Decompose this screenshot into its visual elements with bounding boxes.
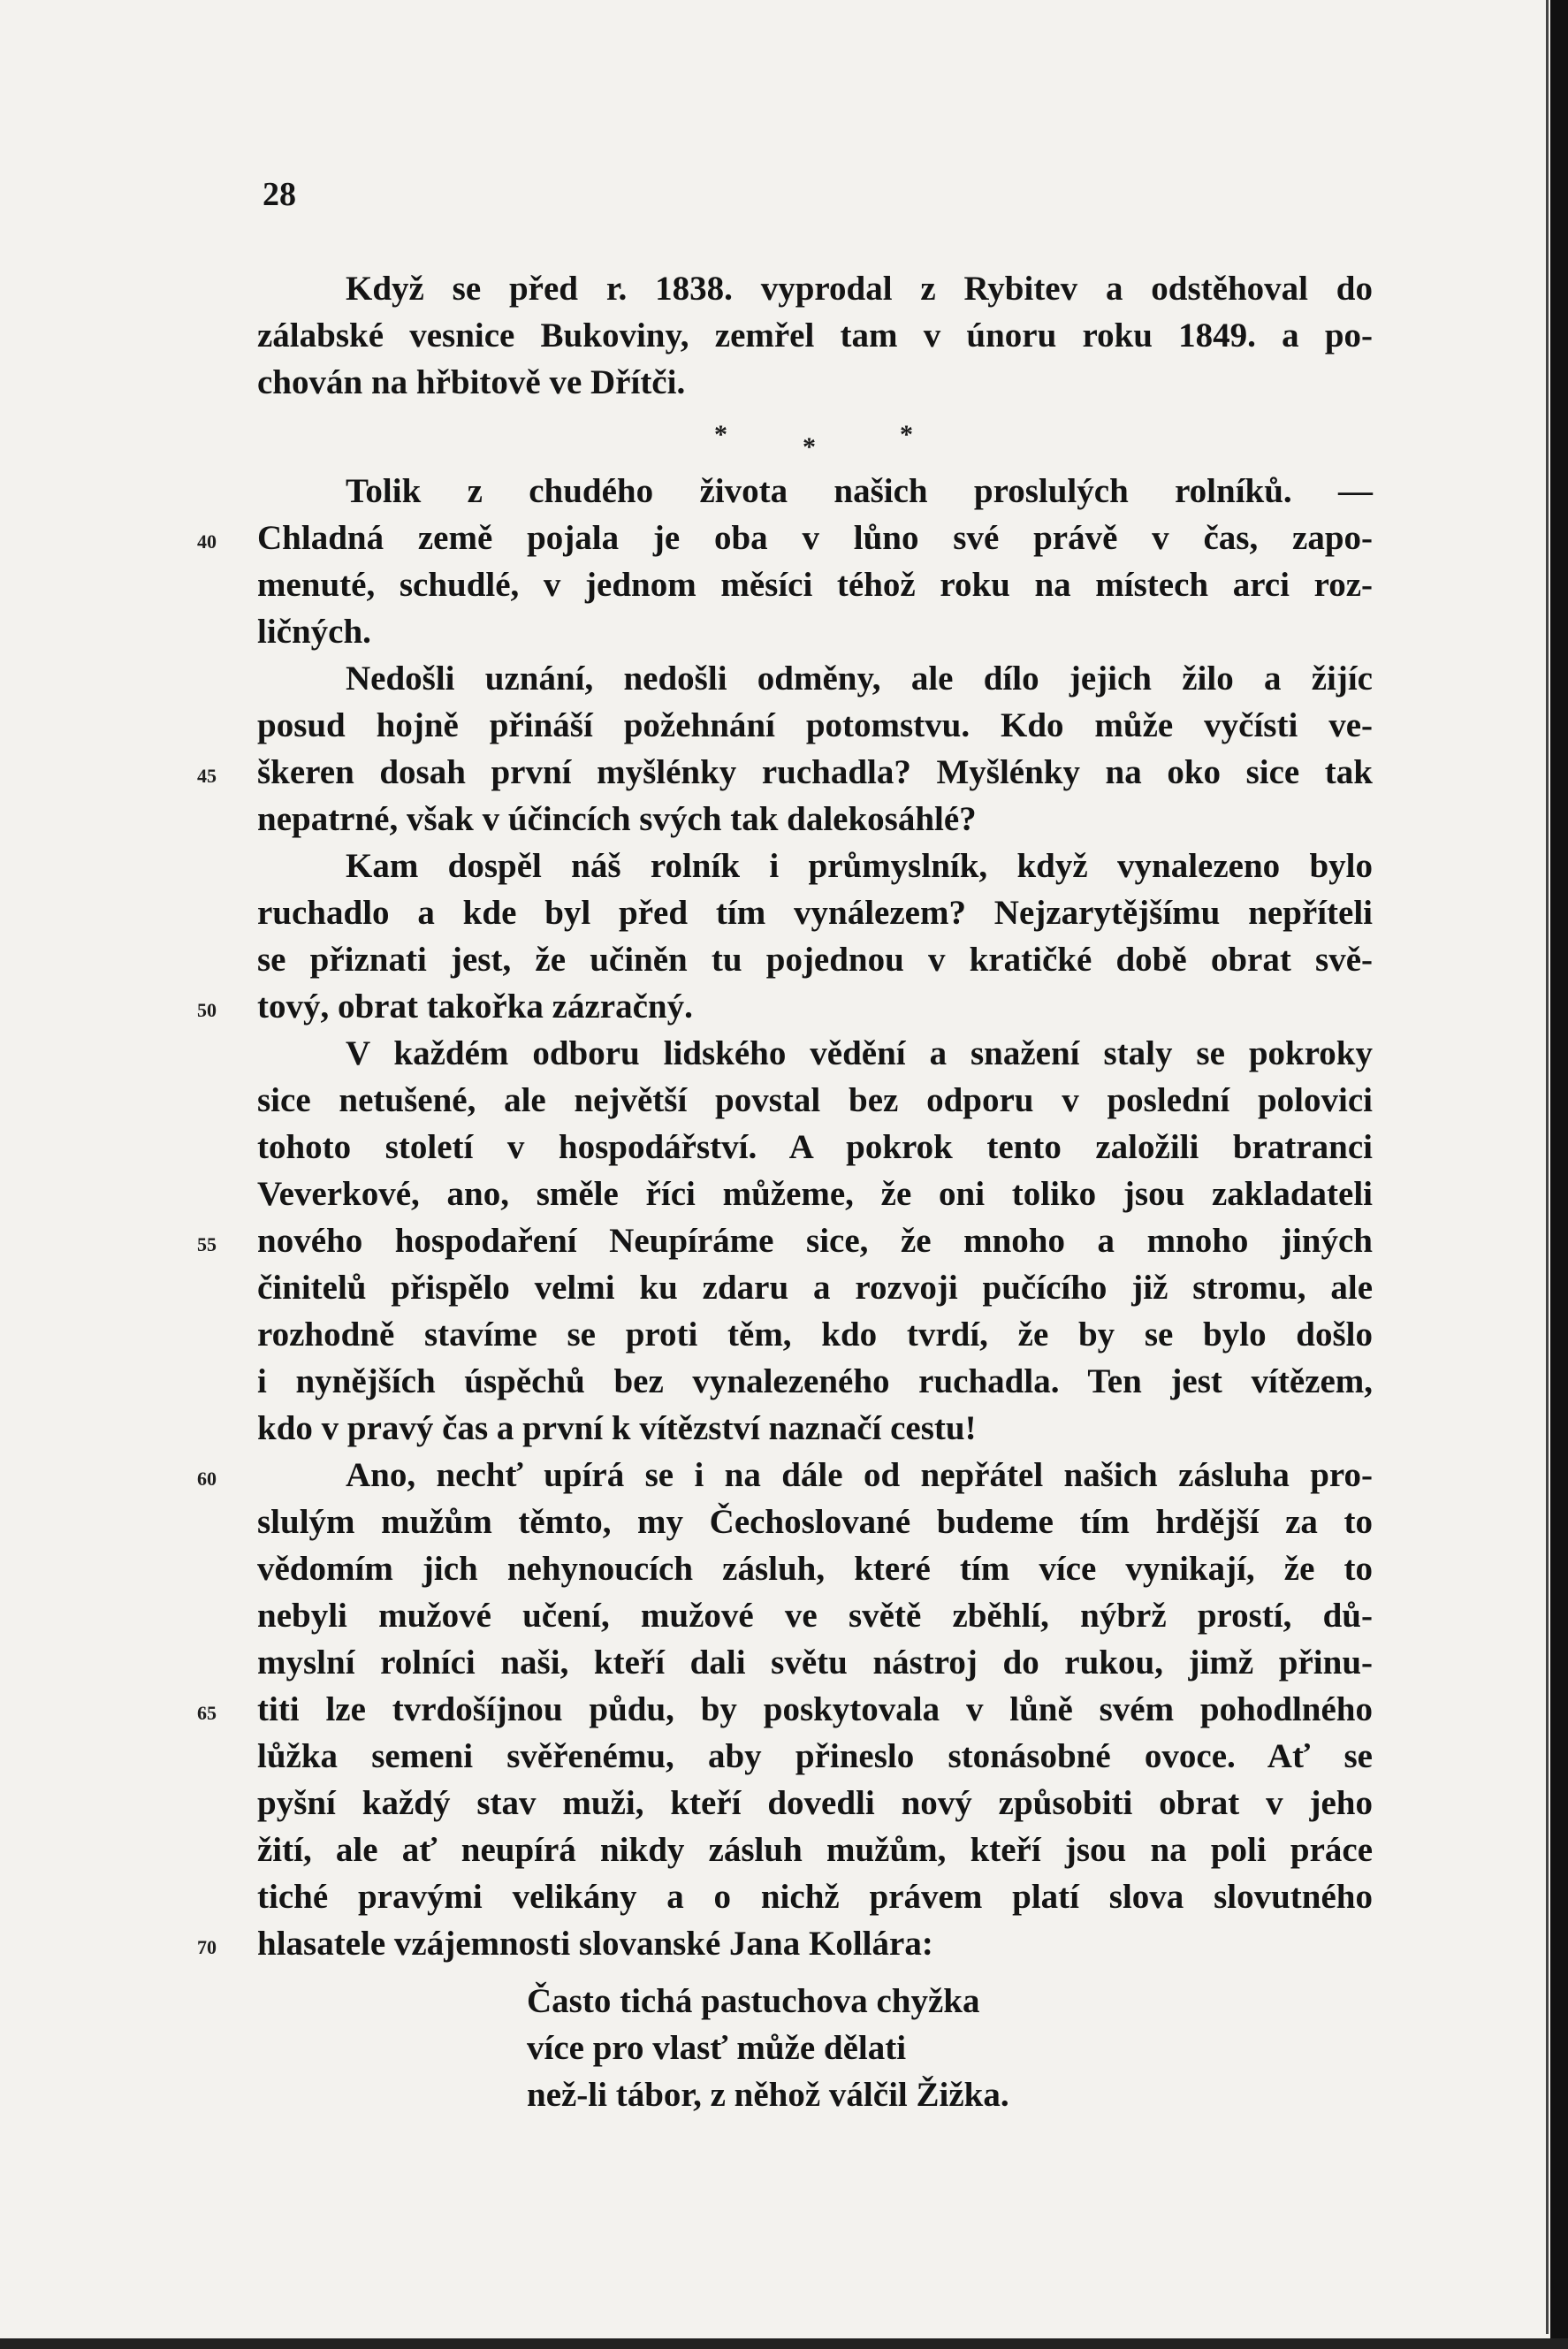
line-text: Tolik z chudého života našich proslulých rolníků. — <box>346 472 1373 510</box>
text-line <box>257 608 1373 655</box>
line-text: tiché pravými velikány a o nichž právem platí slova slovutného <box>257 1878 1373 1916</box>
body-text <box>197 265 1373 1967</box>
line-text: Když se před r. 1838. vyprodal z Rybitev a odstěhoval do <box>346 270 1373 308</box>
line-text: ličných. <box>257 613 371 651</box>
line-number: 65 <box>197 1702 217 1724</box>
text-line <box>257 1592 1373 1639</box>
text-line <box>257 1873 1373 1920</box>
text-line <box>257 1030 1373 1077</box>
text-line <box>197 1920 1373 1967</box>
text-line <box>257 312 1373 359</box>
text-line <box>257 655 1373 702</box>
text-line <box>257 359 1373 406</box>
scan-edge-bottom <box>0 2338 1568 2349</box>
line-text: rozhodně stavíme se proti těm, kdo tvrdí, že by se bylo došlo <box>257 1316 1373 1354</box>
line-number: 60 <box>197 1468 217 1490</box>
line-text: nebyli mužové učení, mužové ve světě zběhlí, nýbrž prostí, dů- <box>257 1597 1373 1635</box>
text-line <box>197 749 1373 796</box>
line-text: nepatrné, však v účincích svých tak dalekosáhlé? <box>257 800 977 838</box>
line-text: tohoto století v hospodářství. A pokrok tento založili bratranci <box>257 1128 1373 1166</box>
line-text: Chladná země pojala je oba v lůno své právě v čas, zapo- <box>257 519 1373 557</box>
text-line <box>257 1827 1373 1873</box>
line-text: Ano, nechť upírá se i na dále od nepřátel našich zásluha pro- <box>346 1456 1373 1494</box>
text-line <box>257 702 1373 749</box>
text-line <box>257 1171 1373 1217</box>
text-line <box>257 1405 1373 1452</box>
line-text: i nynějších úspěchů bez vynalezeného ruchadla. Ten jest vítězem, <box>257 1362 1373 1400</box>
line-text: se přiznati jest, že učiněn tu pojednou v kratičké době obrat svě- <box>257 941 1373 979</box>
line-text: myslní rolníci naši, kteří dali světu nástroj do rukou, jimž přinu- <box>257 1644 1373 1682</box>
line-text: nového hospodaření Neupíráme sice, že mnoho a mnoho jiných <box>257 1222 1373 1260</box>
text-line <box>257 1358 1373 1405</box>
line-text: pyšní každý stav muži, kteří dovedli nový způsobiti obrat v jeho <box>257 1784 1373 1822</box>
line-number: 55 <box>197 1233 217 1255</box>
scan-edge-right <box>1550 0 1568 2349</box>
text-line <box>257 1124 1373 1171</box>
verse-quotation <box>527 1978 1009 2118</box>
line-text: slulým mužům těmto, my Čechoslované budeme tím hrdější za to <box>257 1503 1373 1541</box>
line-text: menuté, schudlé, v jednom měsíci téhož roku na místech arci roz- <box>257 566 1373 604</box>
asterisk-ornament: * <box>714 420 727 449</box>
text-line <box>257 1077 1373 1124</box>
text-line <box>197 1686 1373 1733</box>
line-number: 45 <box>197 765 217 787</box>
text-line <box>197 1217 1373 1264</box>
line-number: 50 <box>197 999 217 1021</box>
verse-line: více pro vlasť může dělati <box>527 2029 907 2067</box>
text-line <box>257 468 1373 515</box>
text-line <box>197 1452 1373 1499</box>
text-line <box>257 265 1373 312</box>
line-text: V každém odboru lidského vědění a snažení staly se pokroky <box>346 1034 1373 1072</box>
text-line <box>257 1264 1373 1311</box>
line-text: Kam dospěl náš rolník i průmyslník, když vynalezeno bylo <box>346 847 1373 885</box>
section-separator <box>714 420 917 464</box>
text-line <box>257 936 1373 983</box>
line-text: chován na hřbitově ve Dřítči. <box>257 363 686 401</box>
text-line <box>257 561 1373 608</box>
text-line <box>257 1639 1373 1686</box>
line-text: Veverkové, ano, směle říci můžeme, že oni toliko jsou zakladateli <box>257 1175 1373 1213</box>
text-line <box>257 796 1373 843</box>
line-text: zálabské vesnice Bukoviny, zemřel tam v únoru roku 1849. a po- <box>257 317 1373 355</box>
verse-line: Často tichá pastuchova chyžka <box>527 1982 980 2020</box>
line-text: žití, ale ať neupírá nikdy zásluh mužům, kteří jsou na poli práce <box>257 1831 1373 1869</box>
line-text: Nedošli uznání, nedošli odměny, ale dílo jejich žilo a žijíc <box>346 660 1373 698</box>
text-line <box>257 1733 1373 1780</box>
text-line <box>257 1311 1373 1358</box>
text-line <box>257 843 1373 889</box>
line-text: škeren dosah první myšlénky ruchadla? Myšlénky na oko sice tak <box>257 753 1373 791</box>
line-number: 40 <box>197 530 217 553</box>
text-line <box>257 1545 1373 1592</box>
line-text: kdo v pravý čas a první k vítězství naznačí cestu! <box>257 1409 977 1447</box>
line-text: titi lze tvrdošíjnou půdu, by poskytovala v lůně svém pohodlného <box>257 1690 1373 1728</box>
line-text: lůžka semeni svěřenému, aby přineslo stonásobné ovoce. Ať se <box>257 1737 1373 1775</box>
line-number: 70 <box>197 1936 217 1958</box>
line-text: hlasatele vzájemnosti slovanské Jana Kollára: <box>257 1925 933 1963</box>
text-line <box>197 983 1373 1030</box>
line-text: ruchadlo a kde byl před tím vynálezem? Nejzarytějšímu nepříteli <box>257 894 1373 932</box>
line-text: tový, obrat takořka zázračný. <box>257 988 693 1026</box>
asterisk-ornament: * <box>900 420 913 449</box>
verse-line: než-li tábor, z něhož válčil Žižka. <box>527 2076 1009 2114</box>
line-text: posud hojně přináší požehnání potomstvu. Kdo může vyčísti ve- <box>257 706 1373 744</box>
text-line <box>257 1780 1373 1827</box>
text-line <box>257 889 1373 936</box>
text-line <box>197 515 1373 561</box>
line-text: sice netušené, ale největší povstal bez odporu v poslední polovici <box>257 1081 1373 1119</box>
line-text: vědomím jich nehynoucích zásluh, které tím více vynikají, že to <box>257 1550 1373 1588</box>
text-line <box>257 1499 1373 1545</box>
page-number: 28 <box>263 176 296 213</box>
asterisk-ornament: * <box>803 432 816 461</box>
scan-edge-rule <box>1546 0 1549 2334</box>
line-text: činitelů přispělo velmi ku zdaru a rozvoji pučícího již stromu, ale <box>257 1269 1373 1307</box>
